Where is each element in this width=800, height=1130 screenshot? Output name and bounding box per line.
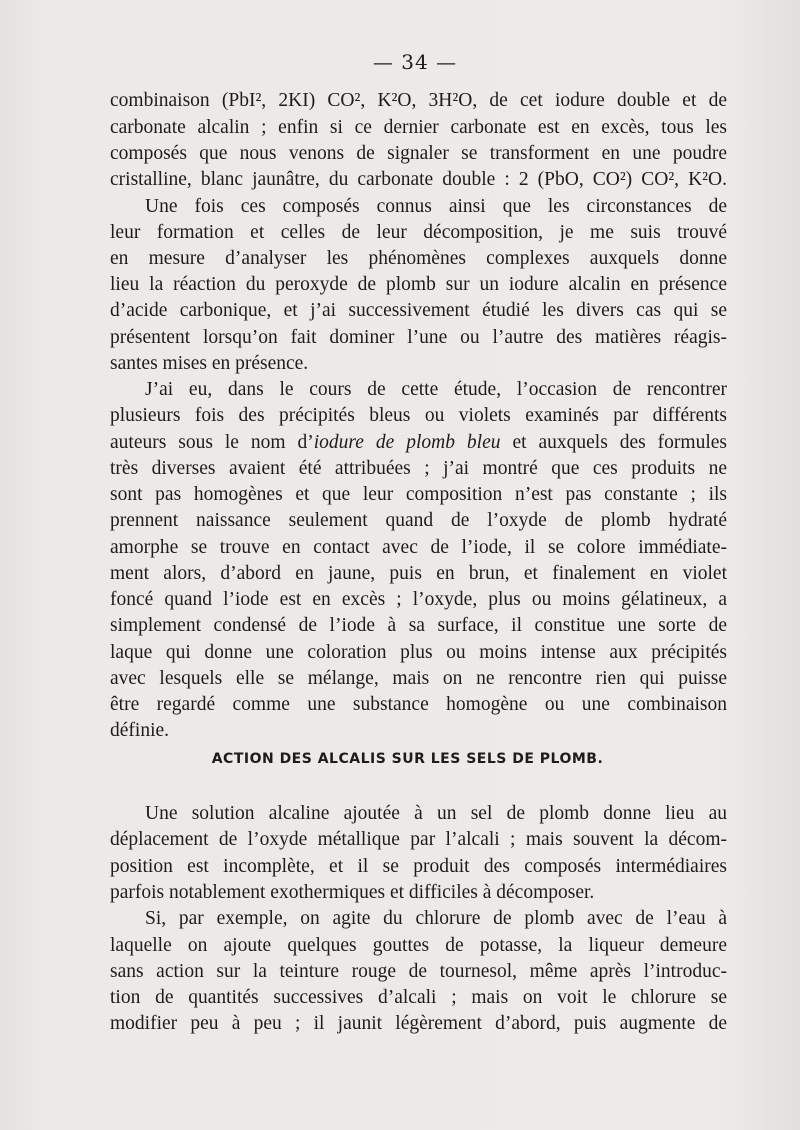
text-line: composés que nous venons de signaler se transforment en une poudre [110,143,727,164]
text-line: Si, par exemple, on agite du chlorure de plomb avec de l’eau à [145,908,727,929]
text-line: leur formation et celles de leur décomposition, je me suis trouvé [110,222,727,243]
text-line: Une fois ces composés connus ainsi que les circonstances de [145,196,727,217]
text-line: modifier peu à peu ; il jaunit légèrement d’abord, puis augmente de [110,1013,727,1034]
text-line: parfois notablement exothermiques et difficiles à décomposer. [110,882,595,903]
text-line: définie. [110,720,170,741]
text-line: plusieurs fois des précipités bleus ou violets examinés par différents [110,405,727,426]
text-run: et auxquels des formules [500,432,727,453]
text-line: tion de quantités successives d’alcali ; mais on voit le chlorure se [110,987,727,1008]
text-line: carbonate alcalin ; enfin si ce dernier carbonate est en excès, tous les [110,117,727,138]
text-line: cristalline, blanc jaunâtre, du carbonate double : 2 (PbO, CO²) CO², K²O. [110,169,727,190]
text-run: auteurs sous le nom d’ [110,432,314,453]
text-line: laque qui donne une coloration plus ou moins intense aux précipités [110,642,727,663]
text-line: combinaison (PbI², 2KI) CO², K²O, 3H²O, de cet iodure double et de [110,90,727,111]
text-line: avec lesquels elle se mélange, mais on ne rencontre rien qui puisse [110,668,727,689]
text-line: amorphe se trouve en contact avec de l’iode, il se colore immédiate- [110,537,727,558]
text-line: J’ai eu, dans le cours de cette étude, l’occasion de rencontrer [145,379,727,400]
text-line: sans action sur la teinture rouge de tournesol, même après l’introduc- [110,961,727,982]
text-line-with-italic [110,430,727,456]
text-line: très diverses avaient été attribuées ; j’ai montré que ces produits ne [110,458,727,479]
text-line: simplement condensé de l’iode à sa surface, il constitue une sorte de [110,615,727,636]
page-number: — 34 — [372,50,458,74]
text-line: prennent naissance seulement quand de l’oxyde de plomb hydraté [110,510,727,531]
text-line: position est incomplète, et il se produit des composés intermédiaires [110,856,727,877]
text-line: être regardé comme une substance homogène ou une combinaison [110,694,727,715]
text-line: d’acide carbonique, et j’ai successivement étudié les divers cas qui se [110,300,727,321]
text-line: laquelle on ajoute quelques gouttes de potasse, la liqueur demeure [110,935,727,956]
section-heading: ACTION DES ALCALIS SUR LES SELS DE PLOMB. [211,751,604,767]
text-line: déplacement de l’oxyde métallique par l’alcali ; mais souvent la décom- [110,829,727,850]
text-line: en mesure d’analyser les phénomènes complexes auxquels donne [110,248,727,269]
text-line: Une solution alcaline ajoutée à un sel de plomb donne lieu au [145,803,727,824]
text-line: ment alors, d’abord en jaune, puis en brun, et finalement en violet [110,563,727,584]
text-line: sont pas homogènes et que leur composition n’est pas constante ; ils [110,484,727,505]
text-line: santes mises en présence. [110,353,309,374]
text-line: présentent lorsqu’on fait dominer l’une ou l’autre des matières réagis- [110,327,727,348]
italic-term: iodure de plomb bleu [313,432,501,453]
text-line: foncé quand l’iode est en excès ; l’oxyde, plus ou moins gélatineux, a [110,589,727,610]
text-line: lieu la réaction du peroxyde de plomb sur un iodure alcalin en présence [110,274,727,295]
